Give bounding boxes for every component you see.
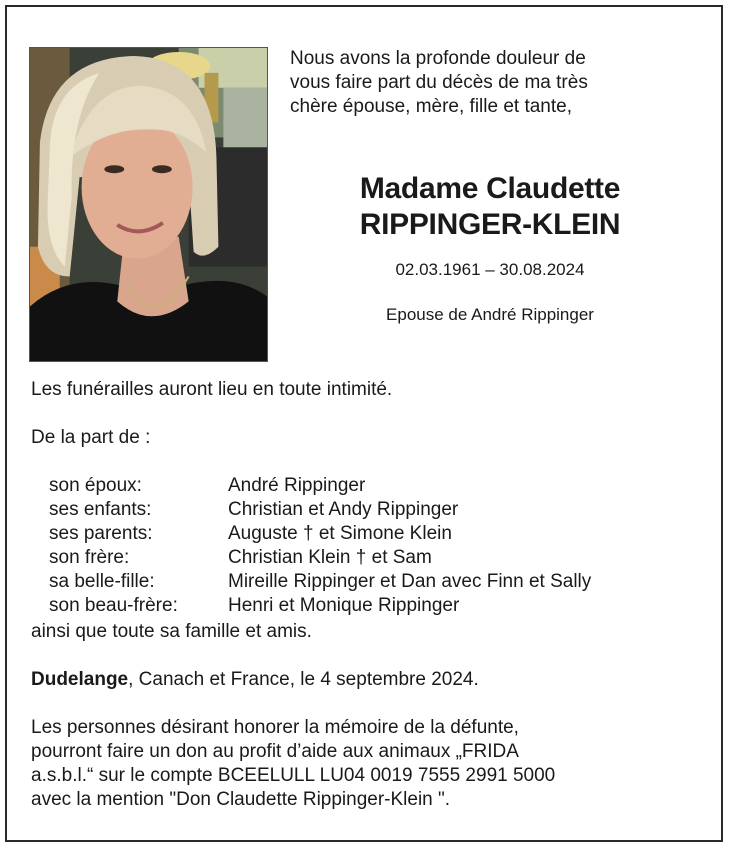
intro-line: chère épouse, mère, fille et tante, <box>290 96 572 117</box>
relation-role: son beau-frère: <box>49 595 178 616</box>
place-rest: , Canach et France, le 4 septembre 2024. <box>128 669 479 690</box>
family-text: ainsi que toute sa famille et amis. <box>31 621 312 642</box>
relation-role: ses enfants: <box>49 499 152 520</box>
relation-names: Christian et Andy Rippinger <box>228 499 459 520</box>
relation-names: Christian Klein † et Sam <box>228 547 432 568</box>
life-dates: 02.03.1961 – 30.08.2024 <box>395 260 585 279</box>
relation-role: ses parents: <box>49 523 153 544</box>
donation-text <box>31 716 691 812</box>
from-label: De la part de : <box>31 427 151 448</box>
relation-row <box>49 474 591 498</box>
portrait-photo <box>29 47 268 362</box>
relation-names: Auguste † et Simone Klein <box>228 523 452 544</box>
spouse-line: Epouse de André Rippinger <box>386 305 594 324</box>
relation-role: son époux: <box>49 475 142 496</box>
funeral-text: Les funérailles auront lieu en toute intimité. <box>31 379 393 400</box>
relation-row <box>49 522 591 546</box>
deceased-name <box>290 171 690 243</box>
relation-row <box>49 570 591 594</box>
relation-names: Mireille Rippinger et Dan avec Finn et Sally <box>228 571 592 592</box>
place-city: Dudelange <box>31 669 129 690</box>
name-line-1: Madame Claudette <box>359 172 621 205</box>
relation-role: son frère: <box>49 547 130 568</box>
donation-line: Les personnes désirant honorer la mémoire de la défunte, <box>31 717 519 738</box>
donation-line: pourront faire un don au profit d’aide aux animaux „FRIDA <box>31 741 519 762</box>
relation-names: Henri et Monique Rippinger <box>228 595 460 616</box>
intro-line: Nous avons la profonde douleur de <box>290 48 586 69</box>
relation-row <box>49 498 591 522</box>
donation-line: a.s.b.l.“ sur le compte BCEELULL LU04 0019 7555 2991 5000 <box>31 765 556 786</box>
intro-line: vous faire part du décès de ma très <box>290 72 588 93</box>
place-date-line <box>31 668 479 692</box>
relation-row <box>49 594 591 618</box>
relation-role: sa belle-fille: <box>49 571 155 592</box>
name-line-2: RIPPINGER-KLEIN <box>359 208 621 241</box>
relation-row <box>49 546 591 570</box>
donation-line: avec la mention "Don Claudette Rippinger-Klein ". <box>31 789 451 810</box>
intro-text <box>290 47 700 119</box>
relations-list <box>49 474 591 618</box>
relation-names: André Rippinger <box>228 475 366 496</box>
